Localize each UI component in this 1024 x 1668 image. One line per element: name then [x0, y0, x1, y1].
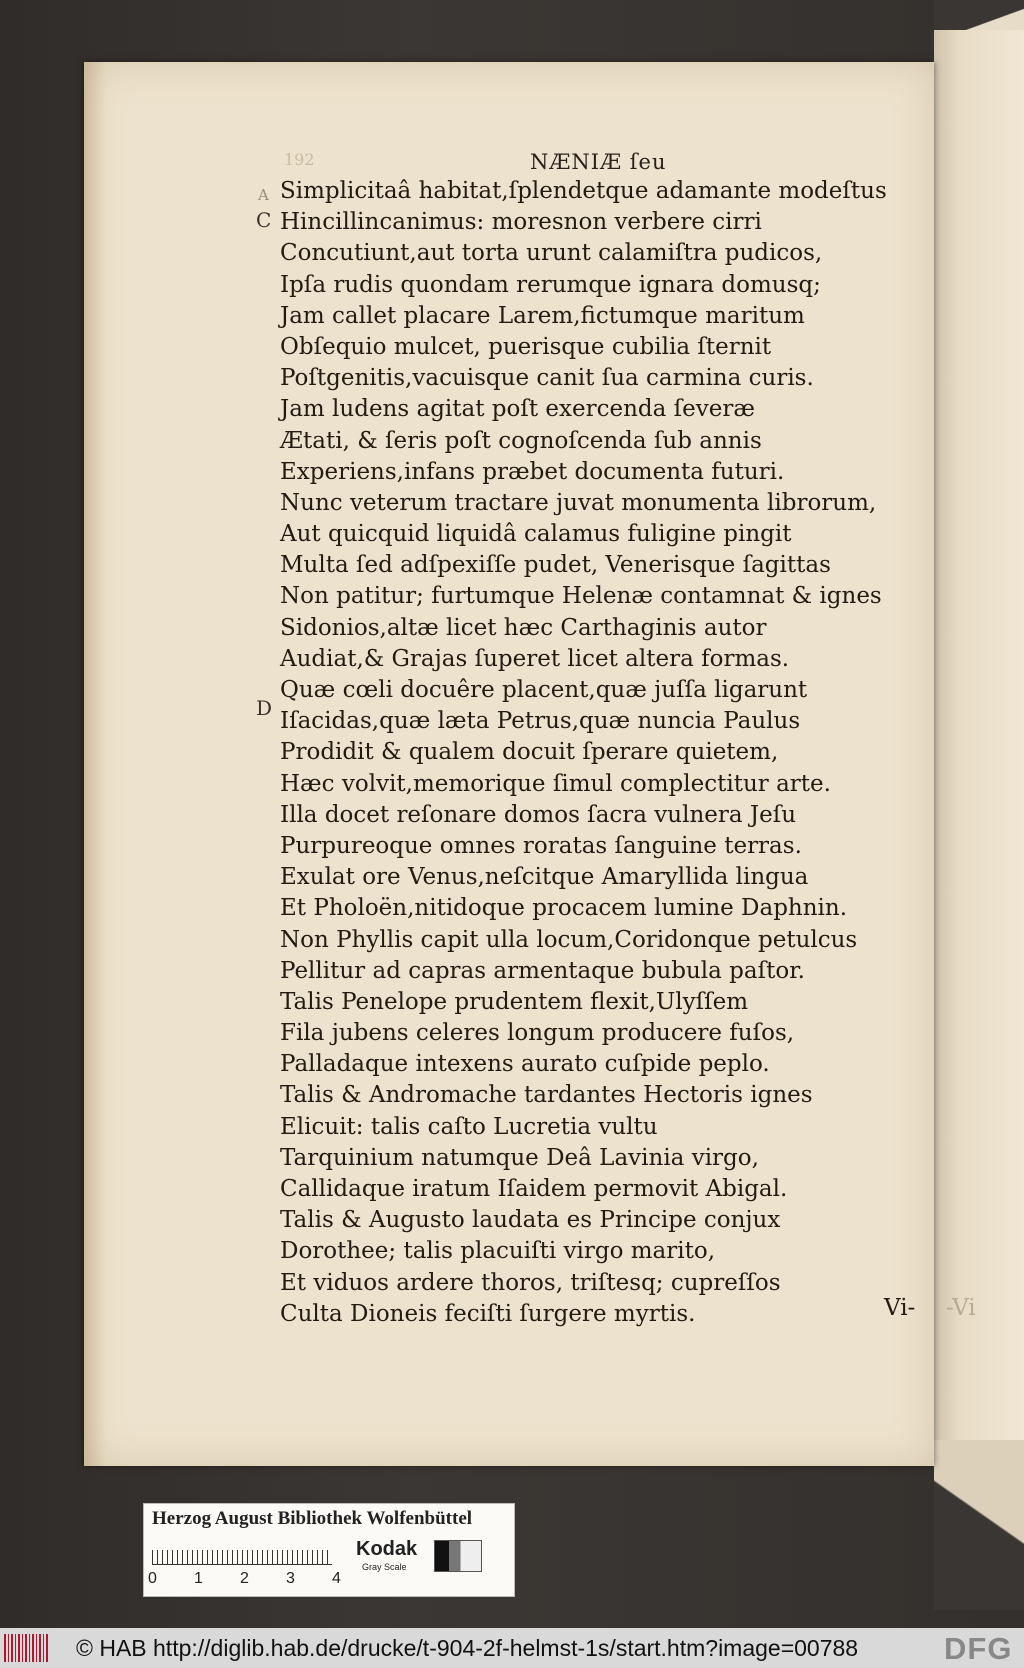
verse-line: Tarquinium natumque Deâ Lavinia virgo,: [280, 1144, 759, 1171]
verse-block: [280, 176, 920, 1330]
footer-bar: [0, 1628, 1024, 1668]
dfg-logo: DFG: [940, 1631, 1016, 1667]
hab-barcode-icon: [4, 1634, 48, 1662]
verse-line: Et Pholoën,nitidoque procacem lumine Daphnin.: [280, 895, 848, 922]
ruler-number: 3: [286, 1570, 295, 1587]
ruler-number: 4: [332, 1570, 341, 1587]
kodak-logo: Kodak: [356, 1538, 418, 1560]
verse-line: Talis & Augusto laudata es Principe conjux: [280, 1207, 781, 1234]
verse-line: Fila jubens celeres longum producere fuſos,: [280, 1020, 795, 1047]
verse-line: Non Phyllis capit ulla locum,Coridonque petulcus: [280, 926, 858, 953]
ruler-number: 2: [240, 1570, 249, 1587]
verse-line: Dorothee; talis placuiſti virgo marito,: [280, 1238, 716, 1265]
facing-page-edge: [934, 30, 1024, 1450]
gray-scale-caption: Gray Scale: [362, 1562, 407, 1572]
gray-swatch: [434, 1540, 482, 1572]
verse-line: Obſequio mulcet, puerisque cubilia ſternit: [280, 333, 772, 360]
catchword: Vi-: [884, 1295, 916, 1321]
verse-line: Jam callet placare Larem,fictumque maritum: [280, 302, 805, 329]
scale-ruler: [152, 1538, 332, 1565]
verse-line: Quæ cœli docuêre placent,quæ juſſa ligarunt: [280, 677, 808, 703]
verse-line: Ipſa rudis quondam rerumque ignara domusq;: [280, 271, 821, 298]
verse-line: Experiens,infans præbet documenta futuri.: [280, 458, 785, 485]
verse-line: Sidonios,altæ licet hæc Carthaginis autor: [280, 614, 767, 641]
ruler-numbers: [148, 1570, 348, 1590]
verse-line: Callidaque iratum Iſaidem permovit Abigal.: [280, 1176, 788, 1202]
margin-letter-c: C: [256, 208, 272, 232]
verse-line: Prodidit & qualem docuit ſperare quietem,: [280, 739, 779, 766]
verse-line: Talis & Andromache tardantes Hectoris ignes: [280, 1082, 813, 1109]
verse-line: Talis Penelope prudentem flexit,Ulyſſem: [280, 988, 749, 1015]
verse-line: Culta Dioneis feciſti ſurgere myrtis.: [280, 1300, 696, 1327]
verse-line: Pellitur ad capras armentaque bubula paſtor.: [280, 957, 805, 984]
verse-line: Et viduos ardere thoros, triſtesq; cupreſſos: [280, 1269, 781, 1296]
verse-line: Simplicitaâ habitat,ſplendetque adamante modeſtus: [280, 178, 887, 204]
verse-line: Nunc veterum tractare juvat monumenta librorum,: [280, 489, 877, 516]
ruler-number: 1: [194, 1570, 203, 1587]
library-name: Herzog August Bibliothek Wolfenbüttel: [152, 1508, 473, 1529]
verse-line: Exulat ore Venus,neſcitque Amaryllida lingua: [280, 864, 809, 891]
verse-line: Concutiunt,aut torta urunt calamiſtra pudicos,: [280, 240, 823, 267]
verse-line: Purpureoque omnes roratas ſanguine terras.: [280, 832, 802, 859]
margin-letter-a: A: [258, 186, 269, 204]
running-head: NÆNIÆ ſeu: [530, 150, 667, 174]
verse-line: Aut quicquid liquidâ calamus fuligine pingit: [280, 521, 792, 548]
verse-line: Elicuit: talis caſto Lucretia vultu: [280, 1113, 658, 1140]
verse-line: Iſacidas,quæ læta Petrus,quæ nuncia Paulus: [280, 708, 801, 735]
library-color-target: [143, 1503, 515, 1597]
page-number-ghost: 192: [284, 150, 315, 169]
copyright-url[interactable]: © HAB http://diglib.hab.de/drucke/t-904-2f-helmst-1s/start.htm?image=00788: [76, 1635, 859, 1661]
verse-line: Ætati, & ſeris poſt cognoſcenda ſub annis: [280, 427, 762, 454]
verse-line: Hincillincanimus: moresnon verbere cirri: [280, 209, 762, 236]
verse-line: Poſtgenitis,vacuisque canit ſua carmina curis.: [280, 365, 814, 392]
margin-letter-d: D: [256, 696, 273, 720]
verse-line: Non patitur; furtumque Helenæ contamnat & ignes: [280, 583, 882, 610]
catchword-show-through: -Vi: [946, 1295, 976, 1321]
verse-line: Audiat,& Grajas ſuperet licet altera formas.: [280, 645, 790, 672]
verse-line: Hæc volvit,memorique ſimul complectitur arte.: [280, 770, 831, 797]
ruler-number: 0: [148, 1570, 157, 1587]
verse-line: Multa ſed adſpexiſſe pudet, Venerisque ſagittas: [280, 552, 831, 579]
verse-line: Illa docet reſonare domos ſacra vulnera Jeſu: [280, 801, 797, 828]
facing-page-shadow: [934, 1440, 1024, 1610]
verse-line: Jam ludens agitat poſt exercenda ſeveræ: [280, 396, 756, 423]
verse-line: Palladaque intexens aurato cuſpide peplo.: [280, 1051, 770, 1078]
